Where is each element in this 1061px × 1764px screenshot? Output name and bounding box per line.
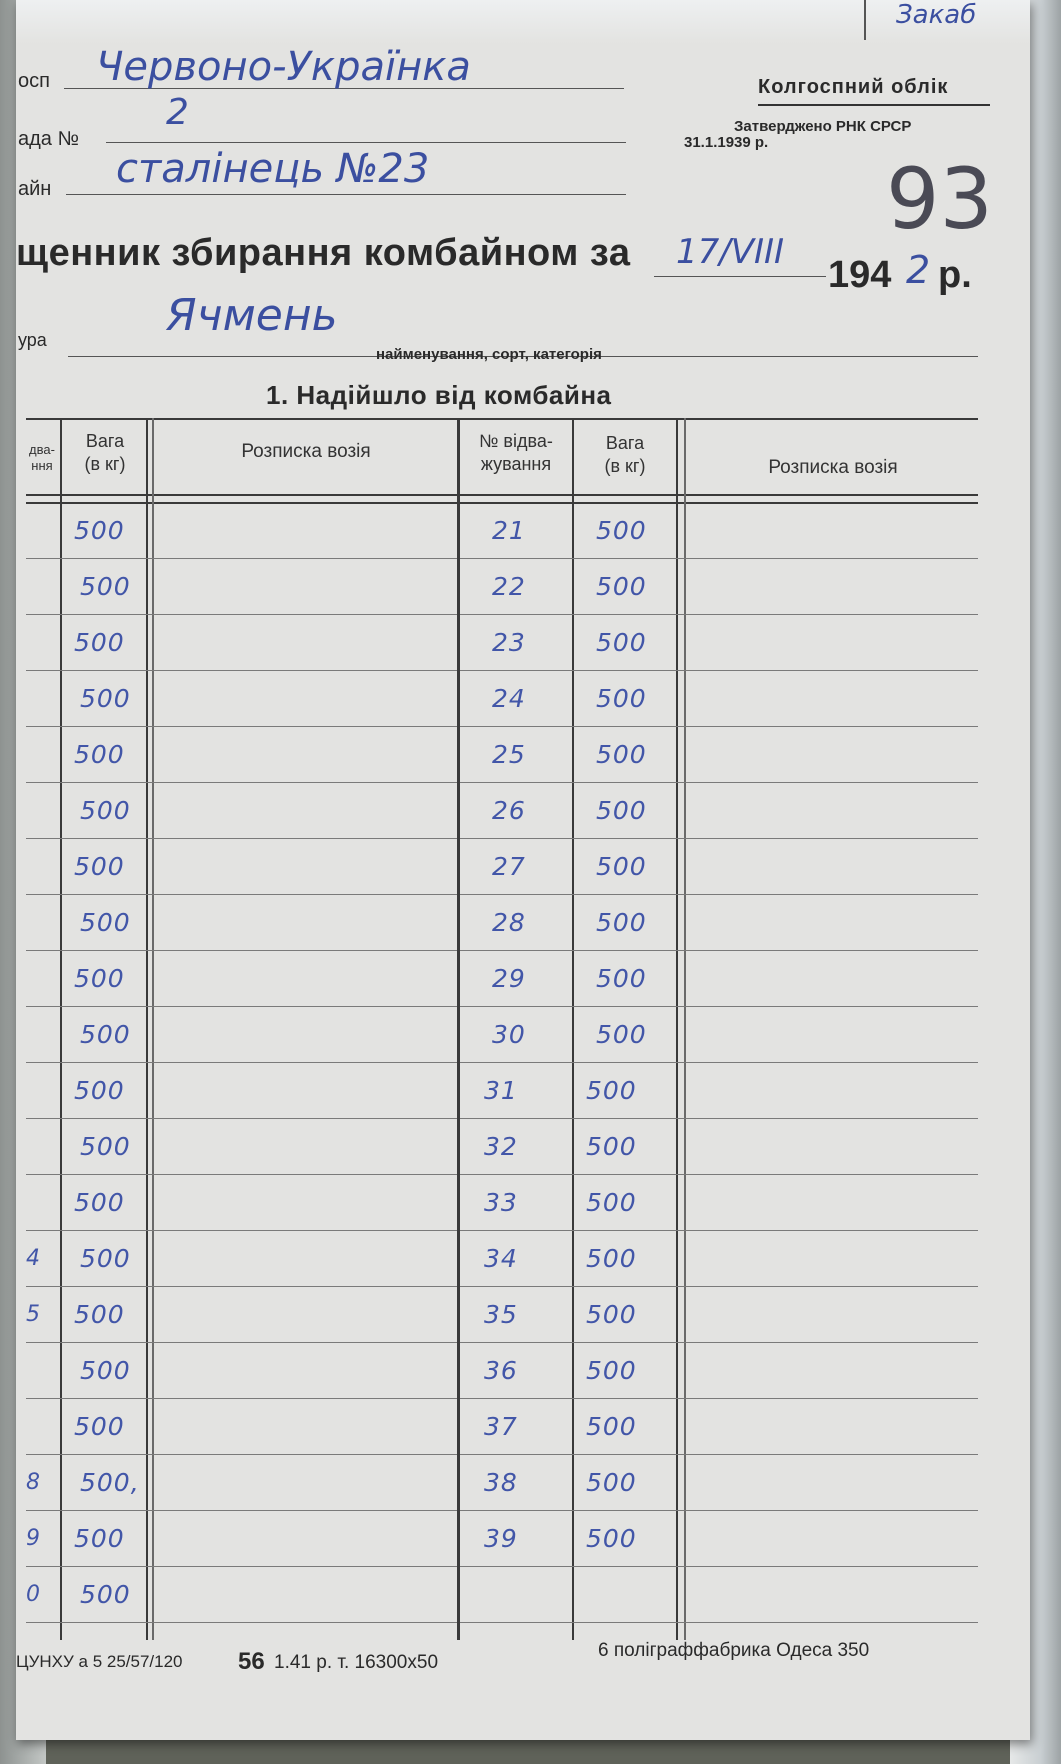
row-line-right — [460, 1006, 978, 1007]
right-num-header: № відва- жування — [479, 431, 553, 474]
row-line-left — [26, 670, 457, 671]
row-line-right — [460, 670, 978, 671]
right-row-number: 31 — [484, 1076, 518, 1105]
table-header-rule — [26, 494, 978, 496]
right-row-weight: 500 — [586, 1412, 637, 1441]
right-row-weight: 500 — [596, 740, 647, 769]
row-line-left — [26, 1006, 457, 1007]
row-line-right — [460, 838, 978, 839]
brigade-value: 2 — [166, 92, 189, 133]
right-row-weight: 500 — [596, 1020, 647, 1049]
left-row-weight: 500 — [74, 516, 125, 545]
left-row-weight: 500 — [80, 796, 131, 825]
right-row-number: 37 — [484, 1412, 518, 1441]
left-row-number: 0 — [26, 1582, 40, 1607]
right-row-number: 33 — [484, 1188, 518, 1217]
col-line-2 — [146, 418, 148, 1640]
corner-rule — [864, 0, 866, 40]
combine-label: айн — [18, 178, 52, 200]
crop-value: Ячмень — [166, 290, 338, 341]
right-row-number: 25 — [492, 740, 526, 769]
right-row-number: 24 — [492, 684, 526, 713]
right-row-weight: 500 — [586, 1076, 637, 1105]
left-row-weight: 500 — [74, 628, 125, 657]
right-row-weight: 500 — [586, 1132, 637, 1161]
left-row-weight: 500 — [74, 1412, 125, 1441]
left-row-weight: 500, — [80, 1468, 140, 1497]
section-title: 1. Надійшло від комбайна — [266, 380, 612, 410]
right-row-number: 39 — [484, 1524, 518, 1553]
left-row-weight: 500 — [74, 852, 125, 881]
left-row-weight: 500 — [74, 964, 125, 993]
left-row-weight: 500 — [80, 1244, 131, 1273]
document-title: щенник збирання комбайном за — [16, 232, 631, 274]
right-row-weight: 500 — [596, 628, 647, 657]
form-title: Колгоспний облік — [758, 76, 949, 98]
top-corner-note: Закаб — [896, 0, 977, 30]
row-line-left — [26, 782, 457, 783]
row-line-left — [26, 726, 457, 727]
left-sign-header: Розписка возія — [241, 441, 371, 462]
right-row-number: 29 — [492, 964, 526, 993]
row-line-left — [26, 558, 457, 559]
row-line-left — [26, 1566, 457, 1567]
row-line-right — [460, 782, 978, 783]
row-line-right — [460, 1118, 978, 1119]
right-row-weight: 500 — [586, 1356, 637, 1385]
footer-big-number: 56 — [238, 1648, 265, 1675]
row-line-right — [460, 1622, 978, 1623]
right-row-weight: 500 — [596, 684, 647, 713]
row-line-left — [26, 1342, 457, 1343]
right-row-number: 36 — [484, 1356, 518, 1385]
right-row-number: 28 — [492, 908, 526, 937]
row-line-left — [26, 1510, 457, 1511]
left-num-header: два- ння — [29, 442, 55, 474]
form-title-underline — [758, 104, 990, 106]
right-row-number: 35 — [484, 1300, 518, 1329]
left-row-weight: 500 — [74, 1300, 125, 1329]
right-row-weight: 500 — [596, 964, 647, 993]
table-header-rule-2 — [26, 502, 978, 504]
right-row-weight: 500 — [586, 1468, 637, 1497]
left-row-number: 9 — [26, 1526, 40, 1551]
left-row-weight: 500 — [80, 572, 131, 601]
right-row-weight: 500 — [596, 796, 647, 825]
right-row-number: 27 — [492, 852, 526, 881]
col-line-1 — [60, 418, 62, 1640]
row-line-right — [460, 614, 978, 615]
year-end: р. — [938, 254, 972, 296]
year-suffix: 2 — [906, 248, 931, 292]
crop-caption: найменування, сорт, категорія — [376, 346, 602, 363]
left-row-weight: 500 — [80, 1580, 131, 1609]
combine-value: сталінець №23 — [116, 146, 430, 192]
left-row-weight: 500 — [74, 1076, 125, 1105]
row-line-right — [460, 1230, 978, 1231]
footer-left: ЦУНХУ а 5 25/57/120 — [16, 1652, 183, 1671]
year-prefix: 194 — [828, 254, 892, 296]
approval-date: 31.1.1939 р. — [684, 134, 769, 151]
kolhosp-value: Червоно-Українка — [96, 44, 471, 90]
right-weight-header: Вага (в кг) — [604, 433, 646, 476]
row-line-right — [460, 1454, 978, 1455]
row-line-right — [460, 894, 978, 895]
left-row-number: 8 — [26, 1470, 40, 1495]
right-row-number: 30 — [492, 1020, 526, 1049]
right-row-weight: 500 — [596, 572, 647, 601]
crop-label: ура — [18, 330, 47, 350]
col-line-5b — [684, 418, 686, 1640]
col-line-5 — [676, 418, 678, 1640]
col-line-3 — [457, 418, 460, 1640]
row-line-left — [26, 1174, 457, 1175]
page-number: 93 — [886, 150, 993, 248]
right-row-number: 23 — [492, 628, 526, 657]
row-line-right — [460, 1286, 978, 1287]
right-sign-header: Розписка возія — [768, 457, 898, 478]
left-row-number: 4 — [26, 1246, 40, 1271]
left-row-weight: 500 — [74, 1188, 125, 1217]
left-row-weight: 500 — [80, 1132, 131, 1161]
row-line-right — [460, 726, 978, 727]
footer-right: 6 поліграффабрика Одеса 350 — [598, 1640, 870, 1661]
row-line-right — [460, 558, 978, 559]
row-line-left — [26, 1398, 457, 1399]
right-row-number: 34 — [484, 1244, 518, 1273]
approval-line: Затверджено РНК СРСР — [734, 118, 912, 135]
row-line-left — [26, 1118, 457, 1119]
row-line-right — [460, 1398, 978, 1399]
col-line-2b — [152, 418, 154, 1640]
row-line-left — [26, 614, 457, 615]
left-row-weight: 500 — [80, 1356, 131, 1385]
right-row-weight: 500 — [596, 852, 647, 881]
row-line-right — [460, 1062, 978, 1063]
left-row-weight: 500 — [80, 1020, 131, 1049]
right-row-number: 21 — [492, 516, 526, 545]
brigade-label: ада № — [18, 128, 79, 150]
page-top-edge — [16, 0, 1030, 44]
table-top-rule — [26, 418, 978, 420]
row-line-left — [26, 1622, 457, 1623]
row-line-right — [460, 1174, 978, 1175]
col-line-4 — [572, 418, 574, 1640]
row-line-right — [460, 1510, 978, 1511]
right-row-number: 22 — [492, 572, 526, 601]
right-row-weight: 500 — [596, 908, 647, 937]
right-row-weight: 500 — [586, 1300, 637, 1329]
row-line-right — [460, 1342, 978, 1343]
kolhosp-label: осп — [18, 70, 50, 92]
left-weight-header: Вага (в кг) — [84, 431, 126, 474]
left-row-weight: 500 — [74, 740, 125, 769]
row-line-left — [26, 838, 457, 839]
left-row-weight: 500 — [80, 908, 131, 937]
row-line-right — [460, 1566, 978, 1567]
right-row-number: 26 — [492, 796, 526, 825]
right-row-weight: 500 — [596, 516, 647, 545]
date-value: 17/VIII — [676, 232, 785, 272]
footer-middle: 1.41 р. т. 16300х50 — [274, 1652, 439, 1673]
row-line-right — [460, 950, 978, 951]
right-row-weight: 500 — [586, 1188, 637, 1217]
right-row-weight: 500 — [586, 1524, 637, 1553]
row-line-left — [26, 894, 457, 895]
left-row-weight: 500 — [74, 1524, 125, 1553]
row-line-left — [26, 1454, 457, 1455]
right-row-weight: 500 — [586, 1244, 637, 1273]
row-line-left — [26, 1286, 457, 1287]
row-line-left — [26, 950, 457, 951]
left-row-number: 5 — [26, 1302, 40, 1327]
right-row-number: 38 — [484, 1468, 518, 1497]
right-row-number: 32 — [484, 1132, 518, 1161]
row-line-left — [26, 1230, 457, 1231]
document-page — [16, 0, 1030, 1740]
left-row-weight: 500 — [80, 684, 131, 713]
row-line-left — [26, 1062, 457, 1063]
